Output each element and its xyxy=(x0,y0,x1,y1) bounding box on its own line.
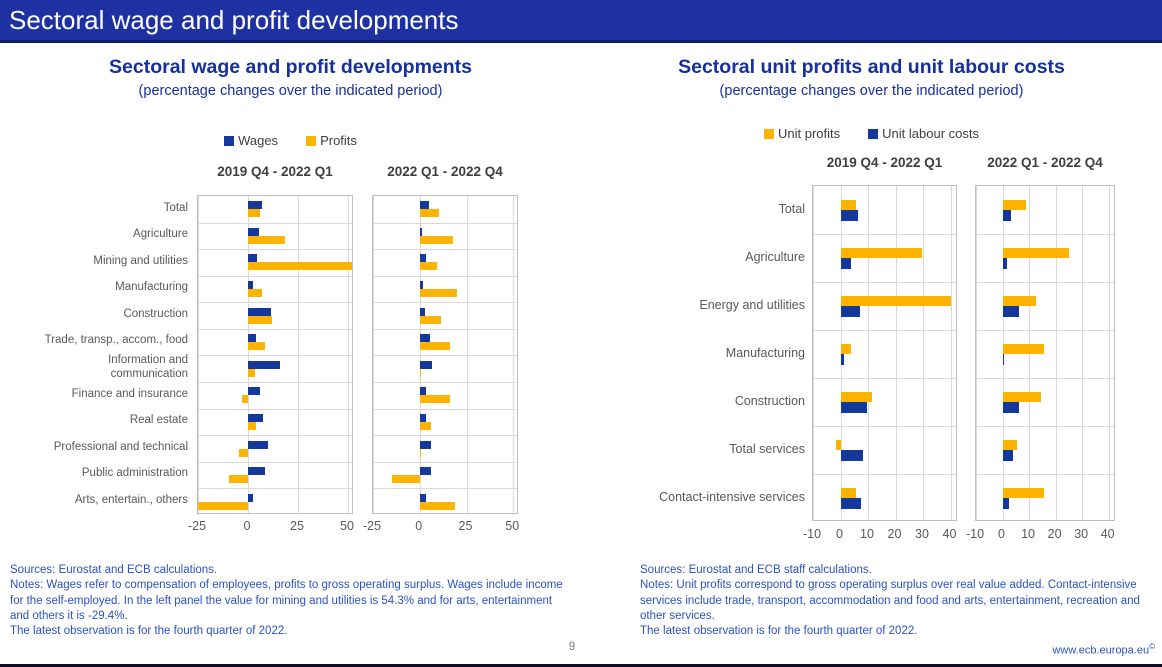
category-label: Construction xyxy=(734,393,805,408)
bar-profits xyxy=(248,236,285,244)
panel xyxy=(975,185,1115,521)
bar-unit-labour-costs xyxy=(1003,258,1008,269)
gridline xyxy=(467,196,468,513)
bar-unit-profits xyxy=(836,440,840,451)
bar-wages xyxy=(420,441,431,449)
bar-profits xyxy=(420,316,441,324)
axis-tick-label: -25 xyxy=(362,518,382,533)
axis-tick-label: -10 xyxy=(802,527,822,541)
legend-item xyxy=(306,133,357,148)
bar-profits xyxy=(420,422,431,430)
row-separator xyxy=(198,435,352,436)
bar-wages xyxy=(420,494,427,502)
bar-unit-labour-costs xyxy=(841,354,845,365)
slide-title: Sectoral wage and profit developments xyxy=(9,5,459,35)
gridline xyxy=(298,196,299,513)
bar-profits xyxy=(420,449,422,457)
left-chart-notes xyxy=(10,563,570,639)
gridline xyxy=(513,196,514,513)
row-separator xyxy=(373,276,517,277)
bar-unit-labour-costs xyxy=(841,258,851,269)
bar-unit-labour-costs xyxy=(841,210,858,221)
panel-header: 2022 Q1 - 2022 Q4 xyxy=(387,164,503,179)
bar-unit-profits xyxy=(841,392,873,403)
bar-profits xyxy=(248,289,262,297)
bar-profits xyxy=(242,395,248,403)
gridline xyxy=(1082,186,1083,520)
row-separator xyxy=(813,234,956,235)
bar-profits xyxy=(248,262,352,270)
bar-profits xyxy=(198,502,248,510)
row-separator xyxy=(373,223,517,224)
notes-line: Notes: Unit profits correspond to gross operating surplus over real value added. Contact-intensive services include trade, transport, accommodation and food and arts, entertainment, recreation and other services. xyxy=(640,579,1140,622)
legend-swatch-icon xyxy=(306,136,316,146)
bar-unit-profits xyxy=(1003,488,1045,499)
bar-wages xyxy=(420,361,432,369)
bar-wages xyxy=(420,254,426,262)
axis-tick-label: 50 xyxy=(340,518,354,533)
bar-wages xyxy=(248,414,263,422)
bar-unit-labour-costs xyxy=(841,402,868,413)
axis-tick-label: 0 xyxy=(998,527,1005,541)
row-separator xyxy=(373,435,517,436)
legend-swatch-icon xyxy=(224,136,234,146)
row-separator xyxy=(373,409,517,410)
bar-wages xyxy=(420,414,427,422)
category-label: Public administration xyxy=(81,467,188,480)
row-separator xyxy=(813,330,956,331)
category-label: Total services xyxy=(729,441,805,456)
category-label: Construction xyxy=(123,307,188,320)
category-label: Trade, transp., accom., food xyxy=(44,334,188,347)
row-separator xyxy=(198,329,352,330)
bar-profits xyxy=(420,289,457,297)
row-separator xyxy=(198,249,352,250)
panel-header: 2022 Q1 - 2022 Q4 xyxy=(987,155,1103,170)
bar-unit-labour-costs xyxy=(1003,210,1012,221)
axis-tick-label: -25 xyxy=(187,518,207,533)
axis-tick-label: 30 xyxy=(915,527,929,541)
bar-unit-profits xyxy=(1003,296,1036,307)
bar-wages xyxy=(420,334,430,342)
bar-profits xyxy=(239,449,248,457)
row-separator xyxy=(198,382,352,383)
gridline xyxy=(951,186,952,520)
legend-label: Unit labour costs xyxy=(882,126,979,141)
url-text: www.ecb.europa.eu xyxy=(1052,644,1150,657)
bar-unit-profits xyxy=(1003,248,1069,259)
left-chart-legend xyxy=(0,133,581,148)
notes-line: Notes: Wages refer to compensation of employees, profits to gross operating surplus. Wages include income for the self-employed. In the left panel the value for mining and utilities is 54.3% and for arts, entertainment and others it is -29.4%. xyxy=(10,579,563,622)
axis-tick-label: 20 xyxy=(1047,527,1062,541)
bar-wages xyxy=(248,228,259,236)
bar-profits xyxy=(420,369,421,377)
gridline xyxy=(923,186,924,520)
row-separator xyxy=(373,302,517,303)
right-chart-section xyxy=(581,43,1162,643)
bar-unit-labour-costs xyxy=(841,306,860,317)
axis-tick-label: 20 xyxy=(887,527,902,541)
row-separator xyxy=(198,223,352,224)
latest-observation-line: The latest observation is for the fourth quarter of 2022. xyxy=(10,625,288,638)
gridline xyxy=(1109,186,1110,520)
axis-tick-label: 10 xyxy=(1021,527,1036,541)
bar-unit-labour-costs xyxy=(1003,498,1009,509)
legend-item xyxy=(868,126,979,141)
bar-profits xyxy=(420,236,454,244)
row-separator xyxy=(373,382,517,383)
row-separator xyxy=(198,462,352,463)
bar-wages xyxy=(248,441,268,449)
row-separator xyxy=(373,329,517,330)
bar-unit-profits xyxy=(841,248,923,259)
axis-tick-label: 0 xyxy=(415,518,423,533)
axis-tick-label: 25 xyxy=(290,518,304,533)
axis-tick-label: 0 xyxy=(243,518,251,533)
category-label: Manufacturing xyxy=(115,281,188,294)
bar-unit-profits xyxy=(841,200,856,211)
bar-wages xyxy=(248,361,280,369)
bar-profits xyxy=(392,475,419,483)
bar-unit-profits xyxy=(841,488,857,499)
left-chart-section xyxy=(0,43,581,643)
bar-unit-profits xyxy=(841,344,851,355)
bar-profits xyxy=(420,262,438,270)
bar-wages xyxy=(248,308,271,316)
right-chart-legend xyxy=(581,126,1162,141)
bar-profits xyxy=(420,502,456,510)
bar-wages xyxy=(420,281,424,289)
bar-unit-labour-costs xyxy=(1003,402,1019,413)
left-chart-title: Sectoral wage and profit developments xyxy=(109,56,472,78)
right-chart-title: Sectoral unit profits and unit labour costs xyxy=(678,56,1065,78)
sources-line: Sources: Eurostat and ECB calculations. xyxy=(10,564,218,576)
gridline xyxy=(896,186,897,520)
bar-unit-labour-costs xyxy=(841,498,861,509)
slide-title-banner xyxy=(0,0,1162,43)
category-label: Contact-intensive services xyxy=(659,489,805,504)
bar-unit-labour-costs xyxy=(841,450,864,461)
bar-profits xyxy=(248,209,260,217)
row-separator xyxy=(198,276,352,277)
right-chart-subtitle: (percentage changes over the indicated period) xyxy=(719,83,1024,99)
panel-header: 2019 Q4 - 2022 Q1 xyxy=(826,155,943,170)
row-separator xyxy=(976,282,1114,283)
bar-wages xyxy=(248,281,253,289)
gridline xyxy=(868,186,869,520)
category-label: Total xyxy=(163,201,188,214)
bar-wages xyxy=(420,467,431,475)
latest-observation-line: The latest observation is for the fourth quarter of 2022. xyxy=(640,625,918,638)
bar-wages xyxy=(420,201,429,209)
bar-profits xyxy=(248,422,256,430)
page-number: 9 xyxy=(568,641,576,653)
bar-wages xyxy=(420,387,426,395)
category-label: Mining and utilities xyxy=(93,254,188,267)
bar-profits xyxy=(420,342,451,350)
category-label: Real estate xyxy=(129,414,188,427)
right-chart-notes xyxy=(640,563,1155,639)
row-separator xyxy=(373,462,517,463)
bar-unit-profits xyxy=(1003,440,1018,451)
row-separator xyxy=(976,234,1114,235)
gridline xyxy=(1056,186,1057,520)
row-separator xyxy=(198,488,352,489)
legend-swatch-icon xyxy=(764,129,774,139)
bar-unit-labour-costs xyxy=(1003,306,1019,317)
gridline xyxy=(373,196,374,513)
row-separator xyxy=(373,355,517,356)
row-separator xyxy=(198,302,352,303)
panel xyxy=(812,185,957,521)
legend-item xyxy=(224,133,278,148)
ecb-url xyxy=(1052,642,1155,657)
legend-label: Wages xyxy=(238,133,279,148)
bar-profits xyxy=(248,316,272,324)
legend-swatch-icon xyxy=(868,129,878,139)
category-label: Arts, entertain., others xyxy=(74,493,188,506)
bar-unit-labour-costs xyxy=(1003,354,1004,365)
category-label: Professional and technical xyxy=(53,440,188,453)
bar-unit-labour-costs xyxy=(1003,450,1014,461)
bar-unit-profits xyxy=(1003,392,1041,403)
sources-line: Sources: Eurostat and ECB staff calculations. xyxy=(640,564,872,576)
row-separator xyxy=(813,378,956,379)
axis-tick-label: 40 xyxy=(942,527,957,541)
bar-wages xyxy=(420,308,426,316)
row-separator xyxy=(373,488,517,489)
bar-unit-profits xyxy=(1003,344,1045,355)
bar-profits xyxy=(248,342,265,350)
gridline xyxy=(976,186,977,520)
bar-wages xyxy=(248,494,253,502)
bar-wages xyxy=(248,334,256,342)
row-separator xyxy=(813,426,956,427)
bar-wages xyxy=(248,467,265,475)
row-separator xyxy=(813,282,956,283)
bar-wages xyxy=(248,254,257,262)
bar-profits xyxy=(420,395,450,403)
copyright-mark: © xyxy=(1149,642,1155,651)
bar-wages xyxy=(420,228,422,236)
gridline xyxy=(198,196,199,513)
row-separator xyxy=(373,249,517,250)
row-separator xyxy=(976,330,1114,331)
category-label: Agriculture xyxy=(745,249,805,264)
bar-profits xyxy=(229,475,248,483)
row-separator xyxy=(198,409,352,410)
gridline xyxy=(348,196,349,513)
legend-label: Unit profits xyxy=(778,126,841,141)
axis-tick-label: 30 xyxy=(1074,527,1089,541)
panel xyxy=(372,195,518,514)
category-label: Finance and insurance xyxy=(71,387,188,400)
row-separator xyxy=(976,426,1114,427)
bar-wages xyxy=(248,201,262,209)
axis-tick-label: 10 xyxy=(860,527,874,541)
axis-tick-label: 40 xyxy=(1100,527,1115,541)
row-separator xyxy=(198,355,352,356)
category-label: Total xyxy=(778,201,805,216)
row-separator xyxy=(976,378,1114,379)
axis-tick-label: 25 xyxy=(458,518,473,533)
legend-item xyxy=(764,126,840,141)
axis-tick-label: 50 xyxy=(505,518,520,533)
category-label: Energy and utilities xyxy=(699,297,805,312)
bar-profits xyxy=(420,209,439,217)
bar-unit-profits xyxy=(1003,200,1026,211)
left-chart-subtitle: (percentage changes over the indicated period) xyxy=(138,83,443,99)
panel xyxy=(197,195,353,514)
gridline xyxy=(813,186,814,520)
bar-profits xyxy=(248,369,255,377)
category-label: Manufacturing xyxy=(725,345,805,360)
bar-wages xyxy=(248,387,260,395)
axis-tick-label: -10 xyxy=(965,527,985,541)
row-separator xyxy=(813,474,956,475)
row-separator xyxy=(976,474,1114,475)
bar-unit-profits xyxy=(841,296,952,307)
panel-header: 2019 Q4 - 2022 Q1 xyxy=(217,164,333,179)
axis-tick-label: 0 xyxy=(836,527,843,541)
legend-label: Profits xyxy=(320,133,357,148)
category-label: Agriculture xyxy=(133,228,188,241)
category-label: Information and communication xyxy=(108,354,188,380)
